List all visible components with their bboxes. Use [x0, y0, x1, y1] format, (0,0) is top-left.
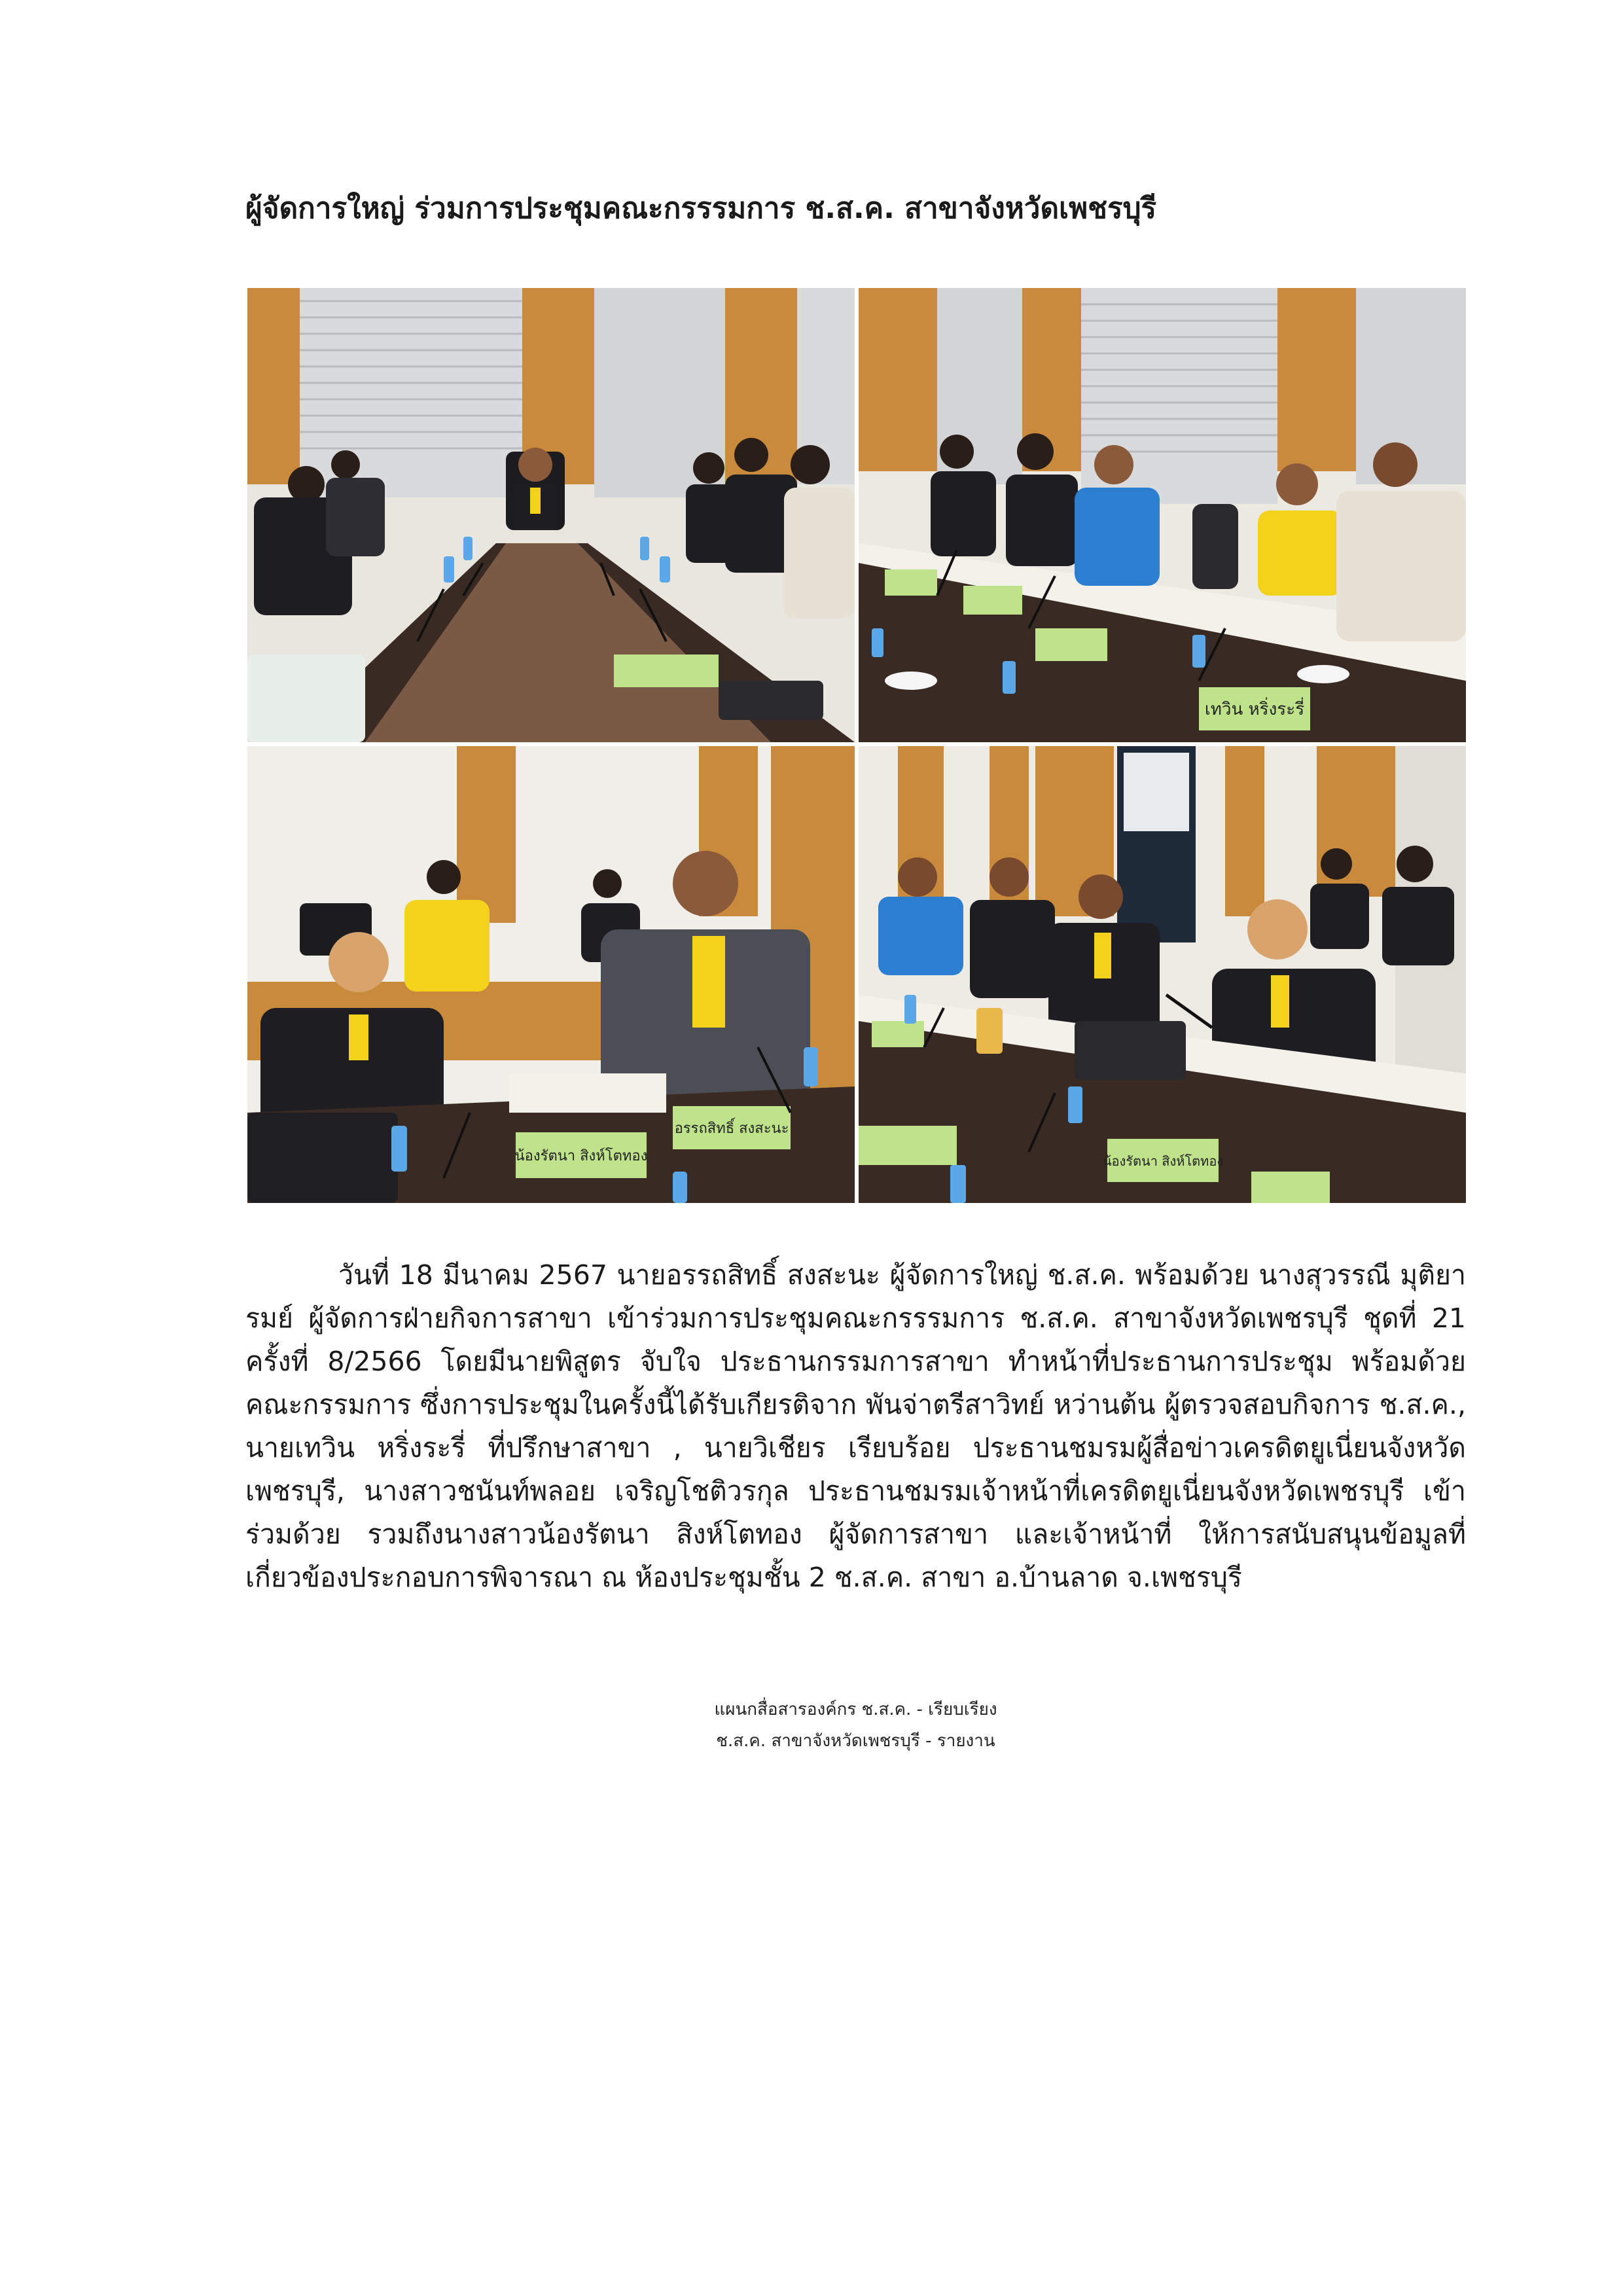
meeting-photo-3-image	[247, 746, 855, 1203]
nameplate-text-p3a: น้องรัตนา สิงห์โตทอง	[514, 1148, 648, 1164]
page-title: ผู้จัดการใหญ่ ร่วมการประชุมคณะกรรรมการ ช.ส.ค. สาขาจังหวัดเพชรบุรี	[245, 192, 1157, 225]
photo-collage	[247, 288, 1466, 1203]
article-paragraph: วันที่ 18 มีนาคม 2567 นายอรรถสิทธิ์ สงสะนะ ผู้จัดการใหญ่ ช.ส.ค. พร้อมด้วย นางสุวรรณี มุติยารมย์ ผู้จัดการฝ่ายกิจการสาขา เข้าร่วมการประชุมคณะกรรรมการ ช.ส.ค. สาขาจังหวัดเพชรบุรี ชุดที่ 21 ครั้งที่ 8/2566 โดยมีนายพิสูตร จับใจ ประธานกรรมการสาขา ทำหน้าที่ประธานการประชุม พร้อมด้วย คณะกรรมการ ซึ่งการประชุมในครั้งนี้ได้รับเกียรติจาก พันจ่าตรีสาวิทย์ หว่านต้น ผู้ตรวจสอบกิจการ ช.ส.ค., นายเทวิน หริ่งระรี่ ที่ปรึกษาสาขา , นายวิเชียร เรียบร้อย ประธานชมรมผู้สื่อข่าวเครดิตยูเนี่ยนจังหวัดเพชรบุรี, นางสาวชนันท์พลอย เจริญโชติวรกุล ประธานชมรมเจ้าหน้าที่เครดิตยูเนี่ยนจังหวัดเพชรบุรี เข้าร่วมด้วย รวมถึงนางสาวน้องรัตนา สิงห์โตทอง ผู้จัดการสาขา และเจ้าหน้าที่ ให้การสนับสนุนข้อมูลที่เกี่ยวข้องประกอบการพิจารณา ณ ห้องประชุมชั้น 2 ช.ส.ค. สาขา อ.บ้านลาด จ.เพชรบุรี	[245, 1259, 1466, 1593]
credit-reporter-line: ช.ส.ค. สาขาจังหวัดเพชรบุรี - รายงาน	[716, 1731, 995, 1751]
nameplate-text-p4: น้องรัตนา สิงห์โตทอง	[1102, 1153, 1224, 1169]
article-body	[245, 1253, 1466, 1599]
nameplate-text-p3b: อรรถสิทธิ์ สงสะนะ	[674, 1121, 789, 1137]
credits-block	[245, 1694, 1466, 1757]
meeting-photo-3	[247, 746, 855, 1203]
meeting-photo-2-image	[859, 288, 1466, 742]
meeting-photo-2	[859, 288, 1466, 742]
meeting-photo-1-image	[247, 288, 855, 742]
meeting-photo-4	[859, 746, 1466, 1203]
meeting-photo-4-image	[859, 746, 1466, 1203]
credit-editor-line: แผนกสื่อสารองค์กร ช.ส.ค. - เรียบเรียง	[714, 1700, 997, 1719]
meeting-photo-1	[247, 288, 855, 742]
nameplate-text-p2: เทวิน หริ่งระรี่	[1204, 700, 1305, 719]
